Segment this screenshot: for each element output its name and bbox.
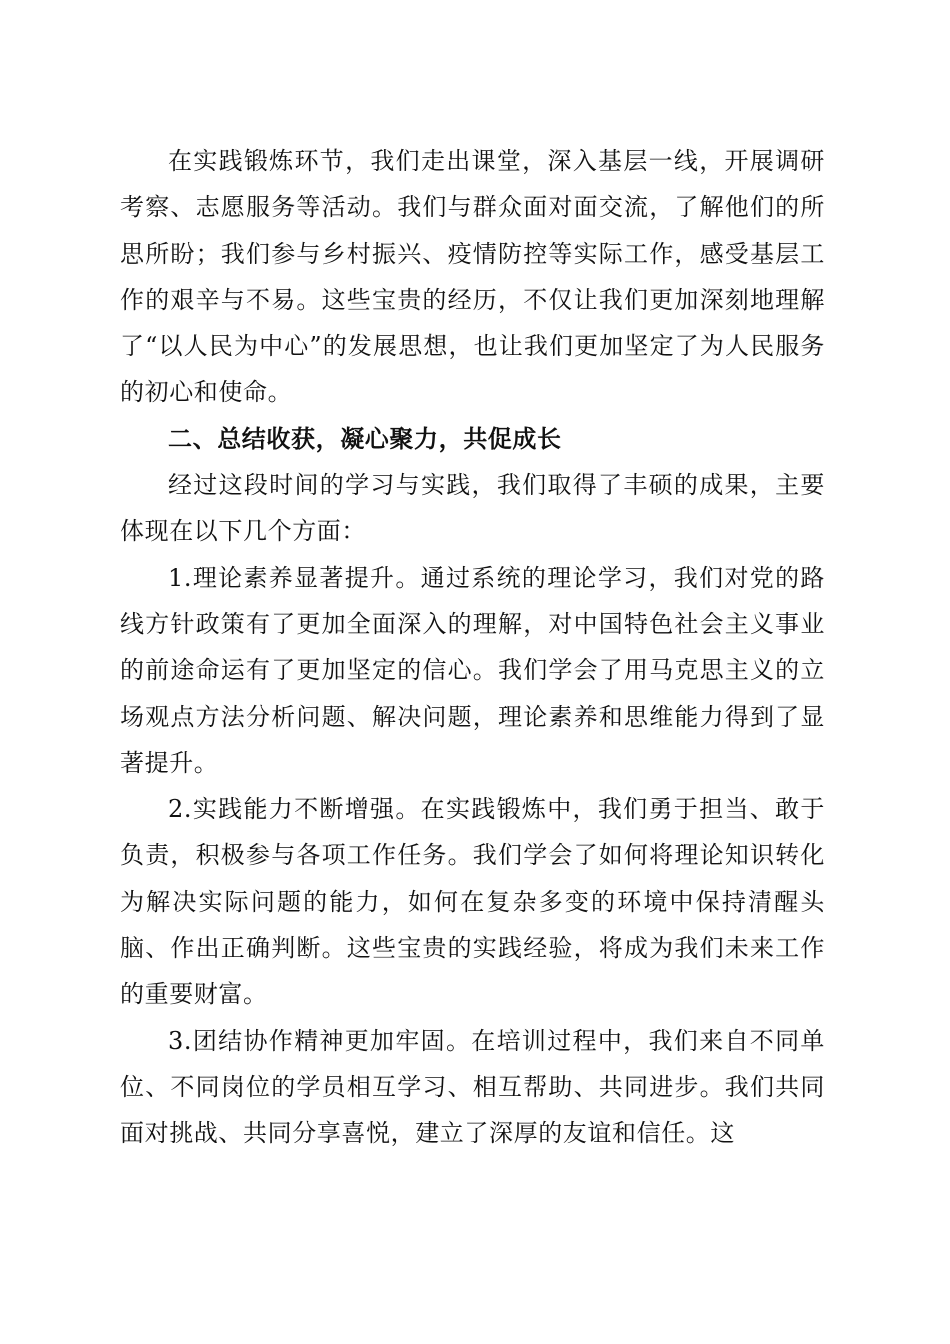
section-heading-summary: 二、总结收获，凝心聚力，共促成长 — [168, 424, 562, 453]
paragraph-achievements-intro: 经过这段时间的学习与实践，我们取得了丰硕的成果，主要体现在以下几个方面： — [120, 471, 825, 546]
paragraph-teamwork-spirit: 3.团结协作精神更加牢固。在培训过程中，我们来自不同单位、不同岗位的学员相互学习、相互帮助、共同进步。我们共同面对挑战、共同分享喜悦，建立了深厚的友谊和信任。这 — [120, 1026, 825, 1148]
document-body — [120, 138, 825, 1157]
paragraph-practice-training: 在实践锻炼环节，我们走出课堂，深入基层一线，开展调研考察、志愿服务等活动。我们与群众面对面交流，了解他们的所思所盼；我们参与乡村振兴、疫情防控等实际工作，感受基层工作的艰辛与不易。这些宝贵的经历，不仅让我们更加深刻地理解了“以人民为中心”的发展思想，也让我们更加坚定了为人民服务的初心和使命。 — [120, 147, 825, 407]
paragraph-practice-ability: 2.实践能力不断增强。在实践锻炼中，我们勇于担当、敢于负责，积极参与各项工作任务。我们学会了如何将理论知识转化为解决实际问题的能力，如何在复杂多变的环境中保持清醒头脑、作出正确判断。这些宝贵的实践经验，将成为我们未来工作的重要财富。 — [120, 795, 825, 1009]
paragraph-theory-improvement: 1.理论素养显著提升。通过系统的理论学习，我们对党的路线方针政策有了更加全面深入的理解，对中国特色社会主义事业的前途命运有了更加坚定的信心。我们学会了用马克思主义的立场观点方法分析问题、解决问题，理论素养和思维能力得到了显著提升。 — [120, 563, 825, 777]
